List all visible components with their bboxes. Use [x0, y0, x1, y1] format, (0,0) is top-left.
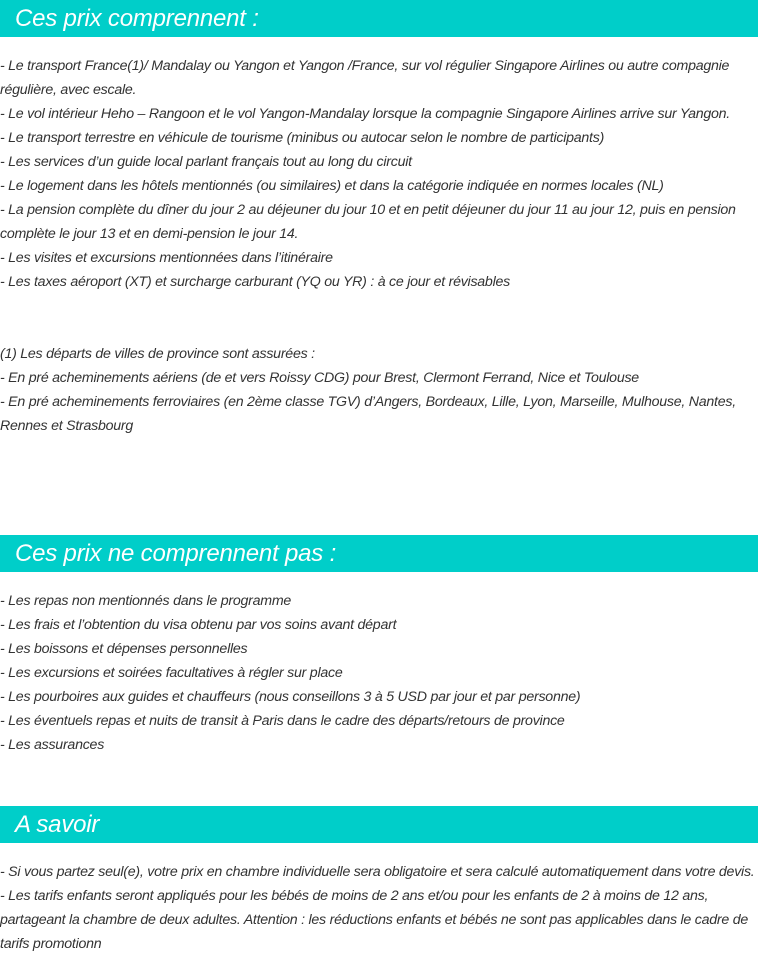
list-item: - Les taxes aéroport (XT) et surcharge carburant (YQ ou YR) : à ce jour et révisables [0, 274, 510, 290]
list-item: - Les boissons et dépenses personnelles [0, 641, 248, 657]
list-item: - Les services d’un guide local parlant français tout au long du circuit [0, 154, 412, 170]
list-item: - La pension complète du dîner du jour 2 au déjeuner du jour 10 et en petit déjeuner du jour 11 au jour 12, puis en pension complète le jour 13 et en demi-pension le jour 14. [0, 202, 736, 242]
section-title-not-included: Ces prix ne comprennent pas : [15, 539, 337, 567]
included-list [0, 54, 758, 294]
list-item: - Les tarifs enfants seront appliqués pour les bébés de moins de 2 ans et/ou pour les enfants de 2 à moins de 12 ans, partageant la chambre de deux adultes. Attention : les réductions enfants et bébés ne sont pas applicables dans le cadre de tarifs promotionn [0, 888, 748, 952]
departure-note [0, 342, 758, 438]
note-line: (1) Les départs de villes de province sont assurées : [0, 346, 315, 362]
list-item: - Les assurances [0, 737, 105, 753]
note-line: - En pré acheminements aériens (de et vers Roissy CDG) pour Brest, Clermont Ferrand, Nice et Toulouse [0, 370, 639, 386]
list-item: - Le logement dans les hôtels mentionnés (ou similaires) et dans la catégorie indiquée en normes locales (NL) [0, 178, 664, 194]
list-item: - Le vol intérieur Heho – Rangoon et le vol Yangon-Mandalay lorsque la compagnie Singapore Airlines arrive sur Yangon. [0, 106, 730, 122]
section-header-included [0, 0, 758, 37]
section-header-not-included [0, 535, 758, 572]
list-item: - Les éventuels repas et nuits de transit à Paris dans le cadre des départs/retours de province [0, 713, 565, 729]
list-item: - Le transport France(1)/ Mandalay ou Yangon et Yangon /France, sur vol régulier Singapore Airlines ou autre compagnie régulière, avec escale. [0, 58, 730, 98]
list-item: - Les frais et l’obtention du visa obtenu par vos soins avant départ [0, 617, 397, 633]
section-title-included: Ces prix comprennent : [15, 4, 259, 32]
list-item: - Le transport terrestre en véhicule de tourisme (minibus ou autocar selon le nombre de participants) [0, 130, 605, 146]
a-savoir-list [0, 860, 758, 956]
section-title-a-savoir: A savoir [15, 810, 100, 838]
section-header-a-savoir [0, 806, 758, 843]
not-included-list [0, 589, 758, 757]
list-item: - Les visites et excursions mentionnées dans l’itinéraire [0, 250, 333, 266]
list-item: - Les pourboires aux guides et chauffeurs (nous conseillons 3 à 5 USD par jour et par personne) [0, 689, 581, 705]
note-line: - En pré acheminements ferroviaires (en 2ème classe TGV) d’Angers, Bordeaux, Lille, Lyon, Marseille, Mulhouse, Nantes, Rennes et Strasbourg [0, 394, 736, 434]
list-item: - Les repas non mentionnés dans le programme [0, 593, 292, 609]
list-item: - Si vous partez seul(e), votre prix en chambre individuelle sera obligatoire et sera calculé automatiquement dans votre devis. [0, 864, 755, 880]
list-item: - Les excursions et soirées facultatives à régler sur place [0, 665, 343, 681]
